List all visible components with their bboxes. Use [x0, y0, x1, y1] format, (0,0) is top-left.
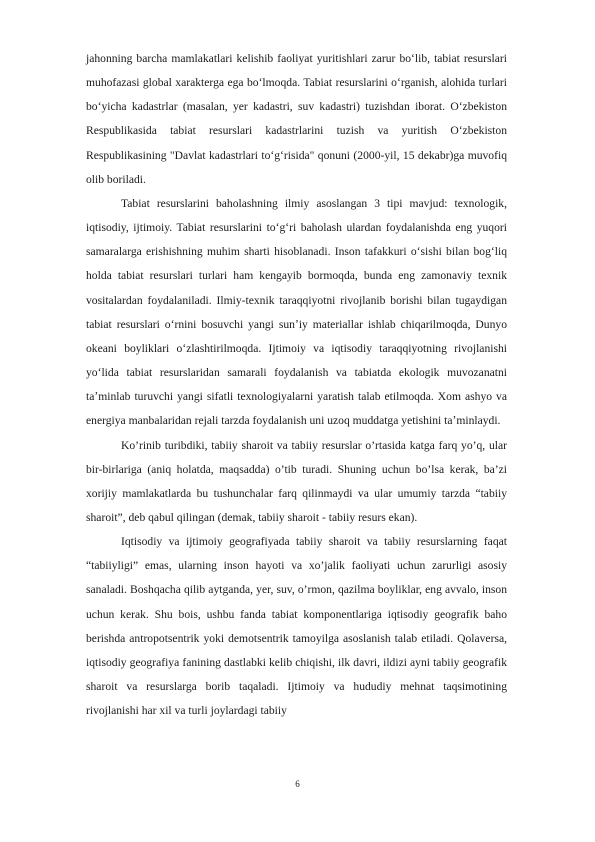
- paragraph: Ko’rinib turibdiki, tabiiy sharoit va tabiiy resurslar o’rtasida katga farq yo’q, ular bir-birlariga (aniq holatda, maqsadda) o’tib turadi. Shuning uchun bo’lsa kerak, ba’zi xorijiy mamlakatlarda bu tushunchalar farq qilinmaydi va ular umumiy tarzda “tabiiy sharoit”, deb qabul qilingan (demak, tabiiy sharoit - tabiiy resurs ekan).: [86, 438, 507, 524]
- page-number: 6: [295, 779, 300, 789]
- paragraph: Iqtisodiy va ijtimoiy geografiyada tabiiy sharoit va tabiiy resurslarning faqat “tabiiyligi” emas, ularning inson hayoti va xo’jalik faoliyati uchun zarurligi asosiy sanaladi. Boshqacha qilib aytganda, yer, suv, o’rmon, qazilma boyliklar, eng avvalo, inson uchun kerak. Shu bois, ushbu fanda tabiat komponentlariga iqtisodiy geografik baho berishda antropotsentrik yoki demotsentrik tamoyilga asoslanish talab etiladi. Qolaversa, iqtisodiy geografiya fanining dastlabki kelib chiqishi, ilk davri, ildizi ayni tabiiy geografik sharoit va resurslarga borib taqaladi. Ijtimoiy va hududiy mehnat taqsimotining rivojlanishi har xil va turli joylardagi tabiiy: [86, 535, 507, 718]
- paragraph: Tabiat resurslarini baholashning ilmiy asoslangan 3 tipi mavjud: texnologik, iqtisodiy, ijtimoiy. Tabiat resurslarini to‘g‘ri baholash ulardan foydalanishda eng yuqori samaralarga erishishning muhim sharti hisoblanadi. Inson tafakkuri o‘sishi bilan bog‘liq holda tabiat resurslari turlari ham kengayib bormoqda, bunda eng zamonaviy texnik vositalardan foydalaniladi. Ilmiy-texnik taraqqiyotni rivojlanib borishi bilan tugaydigan tabiat resurslari o‘rnini bosuvchi yangi sunʼiy materiallar ishlab chiqarilmoqda, Dunyo okeani boyliklari o‘zlashtirilmoqda. Ijtimoiy va iqtisodiy taraqqiyotning rivojlanishi yo‘lida tabiat resurslaridan samarali foydalanish va tabiatda ekologik muvozanatni taʼminlab turuvchi yangi sifatli texnologiyalarni yaratish talab etilmoqda. Xom ashyo va energiya manbalaridan rejali tarzda foydalanish uni uzoq muddatga yetishini taʼminlaydi.: [86, 196, 507, 428]
- body-text: [86, 47, 507, 723]
- paragraph-continuation: jahonning barcha mamlakatlari kelishib faoliyat yuritishlari zarur bo‘lib, tabiat resurslari muhofazasi global xarakterga ega bo‘lmoqda. Tabiat resurslarini o‘rganish, alohida turlari bo‘yicha kadastrlar (masalan, yer kadastri, suv kadastri) tuzishdan iborat. O‘zbekiston Respublikasida tabiat resurslari kadastrlarini tuzish va yuritish O‘zbekiston Respublikasining "Davlat kadastrlari to‘g‘risida" qonuni (2000-yil, 15 dekabr)ga muvofiq olib boriladi.: [86, 52, 507, 186]
